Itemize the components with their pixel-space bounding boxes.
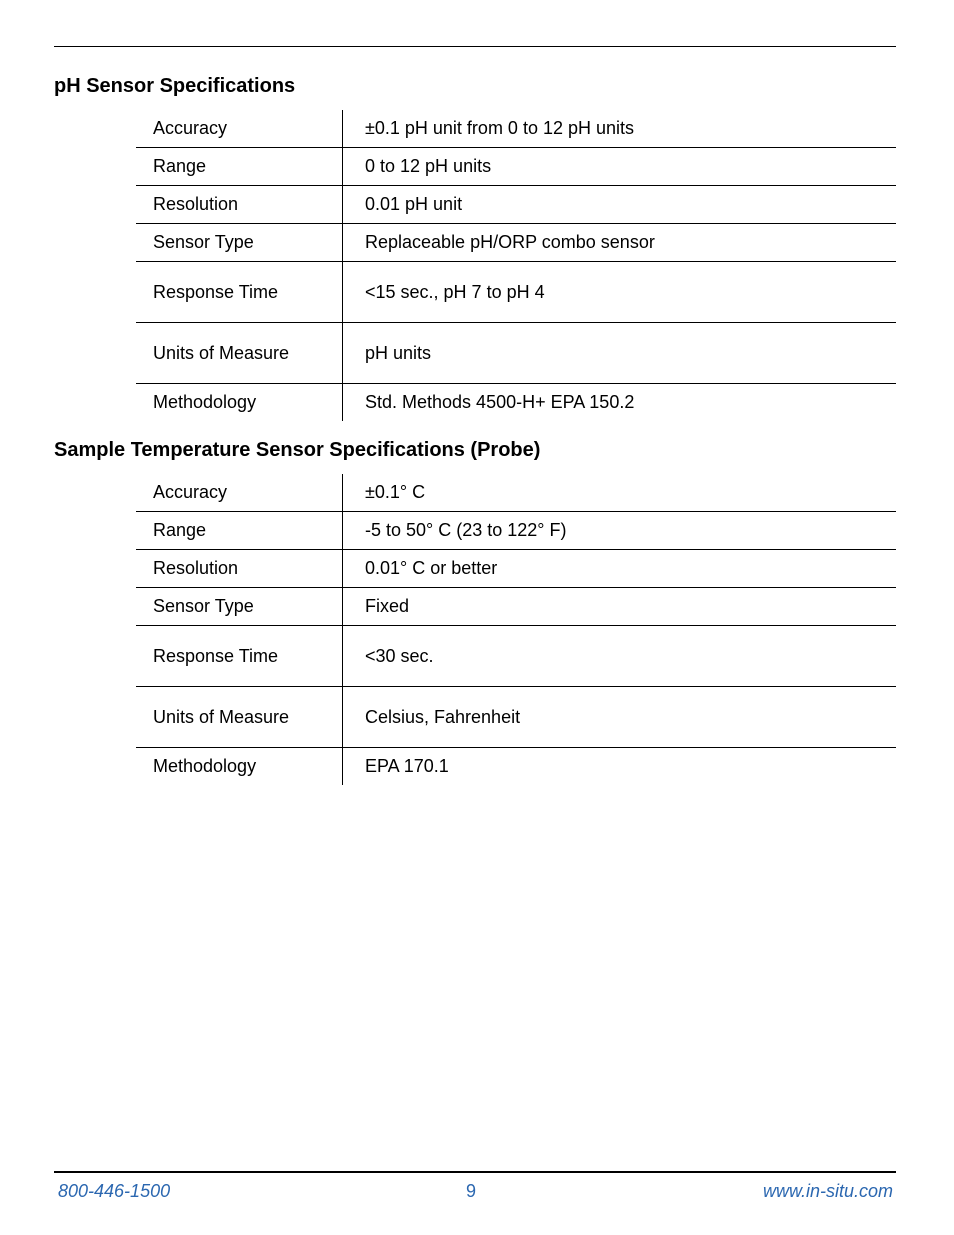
table-row (136, 626, 896, 687)
spec-label: Sensor Type (136, 224, 343, 262)
spec-value: Std. Methods 4500-H+ EPA 150.2 (365, 392, 635, 412)
footer-rule (54, 1171, 896, 1173)
table-row (136, 384, 896, 422)
spec-value: -5 to 50° C (23 to 122° F) (343, 512, 897, 550)
table-row (136, 323, 896, 384)
spec-label: Methodology (136, 384, 343, 422)
spec-value: EPA 170.1 (365, 756, 449, 776)
header-rule (54, 46, 896, 47)
spec-value: pH units (343, 323, 897, 384)
spec-value: 0.01 pH unit (343, 186, 897, 224)
spec-label: Sensor Type (136, 588, 343, 626)
table-row (136, 262, 896, 323)
temperature-spec-table (136, 474, 896, 785)
temperature-section-title: Sample Temperature Sensor Specifications (Probe) (54, 439, 541, 461)
spec-label: Response Time (136, 626, 343, 687)
spec-label: Accuracy (136, 474, 343, 512)
table-row (136, 550, 896, 588)
spec-label: Units of Measure (136, 687, 343, 748)
spec-value: 0.01° C or better (343, 550, 897, 588)
spec-label: Range (136, 148, 343, 186)
table-row (136, 474, 896, 512)
table-row (136, 512, 896, 550)
ph-section-title: pH Sensor Specifications (54, 75, 296, 97)
spec-label: Range (136, 512, 343, 550)
spec-label: Response Time (136, 262, 343, 323)
table-row (136, 148, 896, 186)
spec-value: Replaceable pH/ORP combo sensor (343, 224, 897, 262)
ph-spec-table (136, 110, 896, 421)
table-row (136, 224, 896, 262)
table-row (136, 110, 896, 148)
spec-value: Fixed (343, 588, 897, 626)
table-row (136, 588, 896, 626)
footer-phone-number: 800-446-1500 (58, 1181, 171, 1201)
spec-label: Resolution (136, 186, 343, 224)
spec-label: Resolution (136, 550, 343, 588)
spec-value: Celsius, Fahrenheit (343, 687, 897, 748)
spec-value: ±0.1° C (343, 474, 897, 512)
spec-label: Accuracy (136, 110, 343, 148)
page-number: 9 (466, 1181, 477, 1201)
table-row (136, 748, 896, 786)
spec-value: <30 sec. (343, 626, 897, 687)
table-row (136, 687, 896, 748)
spec-label: Units of Measure (136, 323, 343, 384)
spec-label: Methodology (136, 748, 343, 786)
table-row (136, 186, 896, 224)
footer-website-link[interactable]: www.in-situ.com (762, 1181, 893, 1201)
spec-value: 0 to 12 pH units (343, 148, 897, 186)
spec-value: ±0.1 pH unit from 0 to 12 pH units (343, 110, 897, 148)
spec-value: <15 sec., pH 7 to pH 4 (343, 262, 897, 323)
